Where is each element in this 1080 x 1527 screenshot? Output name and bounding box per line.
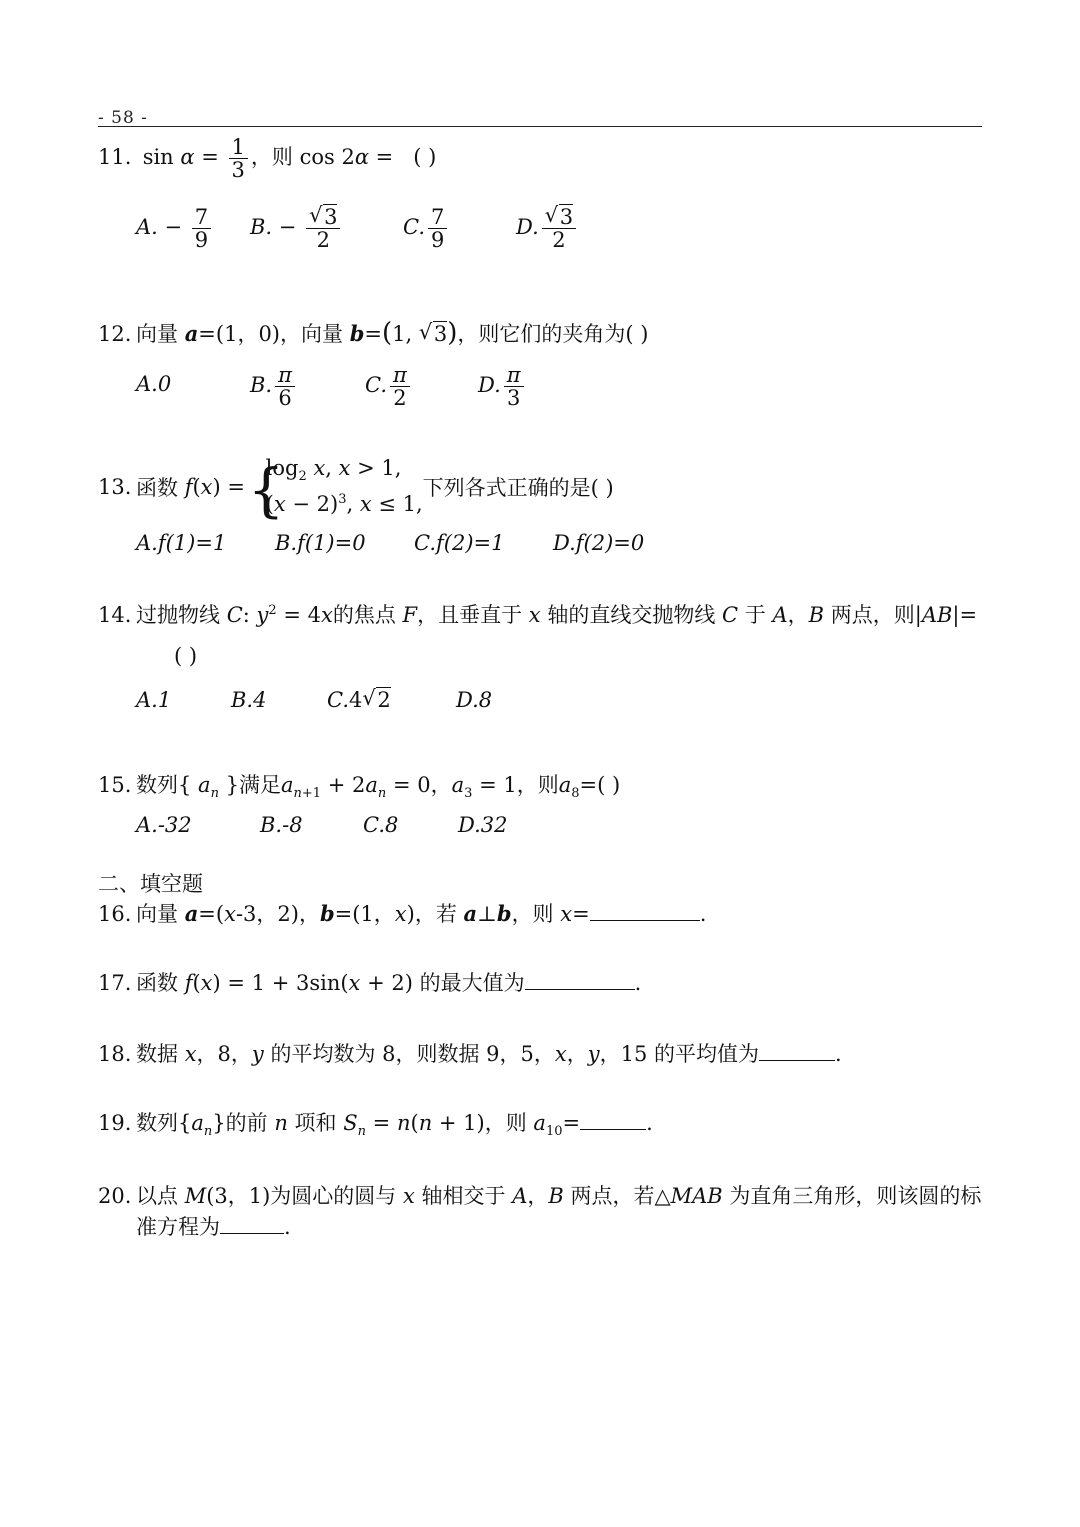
- answer-blank[interactable]: [590, 900, 700, 921]
- option-c: C. $\frac{7}{9}$: [403, 206, 450, 251]
- option-c: C.4√ 2: [327, 688, 391, 712]
- option-a: A.f(1)=1: [136, 531, 227, 555]
- option-a: A. − $\frac{7}{9}$: [136, 206, 214, 251]
- section-heading: 二、填空题: [98, 872, 203, 896]
- answer-blank[interactable]: [759, 1040, 835, 1061]
- option-a: A.1: [136, 688, 172, 712]
- option-d: D. √ $\frac{3}{2}$: [516, 206, 579, 251]
- option-c: C.8: [363, 813, 399, 837]
- math-expression: $S_n = n(n + 1)$: [343, 1111, 485, 1140]
- question-12: 12. 向量 a=(1，0)，向量 b=(1, √ 3)，则它们的夹角为( ): [98, 318, 648, 348]
- answer-blank[interactable]: [525, 969, 635, 990]
- option-b: B.f(1)=0: [275, 531, 366, 555]
- piecewise-function: { $\log_2 x$, x > 1, $(x - 2)^3$, x ≤ 1,: [252, 452, 423, 522]
- header-rule: [98, 126, 982, 127]
- option-d: D. $\frac{\pi}{3}$: [478, 364, 527, 409]
- option-c: C. $\frac{\pi}{2}$: [365, 364, 413, 409]
- math-expression: $a_8$: [558, 773, 580, 802]
- math-expression: sin α = $\frac{1}{3}$: [143, 145, 251, 169]
- question-13: 13. 函数 f(x) = { $\log_2 x$, x > 1, $(x - 2)^3$, x ≤ 1,下列各式正确的是( ): [98, 452, 614, 522]
- answer-paren: ( ): [174, 644, 198, 668]
- math-expression: (: [381, 318, 393, 348]
- math-expression: C: $y^2 = 4x$: [226, 603, 333, 627]
- option-b: B. $\frac{\pi}{6}$: [250, 364, 298, 409]
- option-b: B. − √ $\frac{3}{2}$: [250, 206, 343, 251]
- option-a: A.0: [136, 372, 172, 396]
- math-expression: f(x) = 1 + 3sin(x + 2): [184, 971, 413, 995]
- option-a: A.-32: [136, 813, 192, 837]
- option-b: B.4: [231, 688, 267, 712]
- question-20-line-2: 准方程为 .: [136, 1215, 291, 1239]
- question-15: 15. 数列{ $a_n$ }满足$a_{n+1} + 2a_n = 0$，$a_3 = 1$，则$a_8=$( ): [98, 773, 621, 802]
- math-expression: $a_{n+1} + 2a_n = 0$: [281, 773, 431, 802]
- question-17: 17. 函数 f(x) = 1 + 3sin(x + 2) 的最大值为 .: [98, 971, 642, 995]
- answer-blank[interactable]: [220, 1213, 284, 1234]
- question-11: 11. sin α = $\frac{1}{3}$ ，则 cos 2α = ( ): [98, 135, 437, 183]
- answer-blank[interactable]: [580, 1109, 646, 1130]
- question-20: 20. 以点 M(3，1)为圆心的圆与 x 轴相交于 A，B 两点，若△MAB 为直角三角形，则该圆的标: [98, 1184, 982, 1208]
- option-d: D.f(2)=0: [553, 531, 645, 555]
- option-d: D.32: [458, 813, 508, 837]
- option-b: B.-8: [260, 813, 303, 837]
- math-expression: { $a_n$ }: [178, 773, 239, 802]
- math-expression: f(x) =: [184, 474, 252, 499]
- math-expression: $\{a_n\}$: [178, 1111, 226, 1140]
- option-c: C.f(2)=1: [414, 531, 505, 555]
- question-14: 14. 过抛物线 C: $y^2 = 4x$的焦点 F，且垂直于 x 轴的直线交抛物线 C 于 A，B 两点，则|AB|=: [98, 603, 978, 627]
- math-expression: $a_3 = 1$: [451, 773, 517, 802]
- question-number: 11.: [98, 145, 132, 170]
- question-19: 19. 数列$\{a_n\}$的前 n 项和 $S_n = n(n + 1)$，则 $a_{10}=$ .: [98, 1111, 653, 1140]
- option-d: D.8: [456, 688, 493, 712]
- question-18: 18. 数据 x，8，y 的平均数为 8，则数据 9，5，x，y，15 的平均值为 .: [98, 1042, 842, 1066]
- question-16: 16. 向量 a=(x-3，2)，b=(1，x)，若 a⊥b，则 x= .: [98, 901, 707, 926]
- page-number: - 58 -: [98, 108, 148, 128]
- math-expression: $a_{10}$: [533, 1111, 563, 1140]
